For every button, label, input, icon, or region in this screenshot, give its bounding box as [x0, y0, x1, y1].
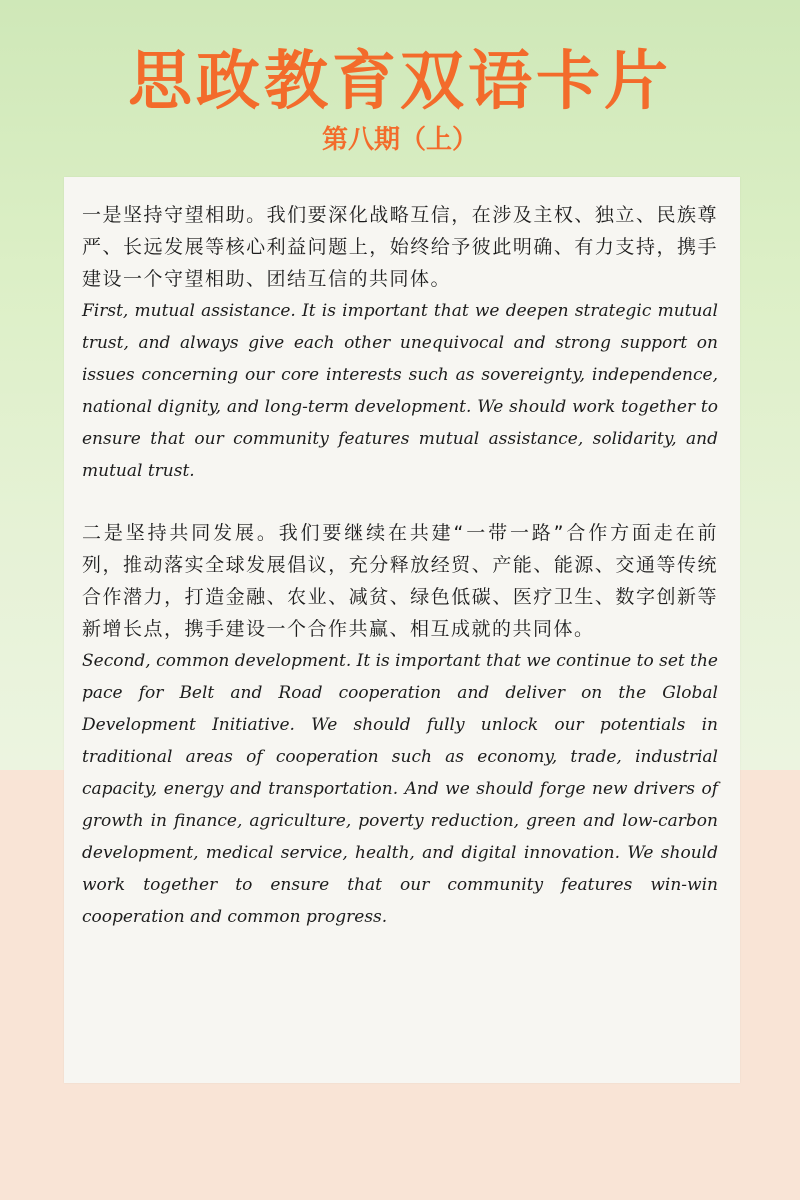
chinese-paragraph: 一是坚持守望相助。我们要深化战略互信，在涉及主权、独立、民族尊严、长远发展等核心利益问题上，始终给予彼此明确、有力支持，携手建设一个守望相助、团结互信的共同体。: [82, 204, 718, 290]
section-mutual-assistance: [82, 199, 718, 487]
section-spacer: [82, 487, 718, 517]
card-body: [82, 199, 718, 933]
issue-subtitle: 第八期（上）: [321, 125, 478, 155]
english-paragraph: Second, common development. It is important that we continue to set the pace for Belt and Road cooperation and deliver on the Global Development Initiative. We should fully unlock our potentials in traditional areas of cooperation such as economy, trade, industrial capacity, energy and transportation. And we should forge new drivers of growth in finance, agriculture, poverty reduction, green and low-carbon development, medical service, health, and digital innovation. We should work together to ensure that our community features win-win cooperation and common progress.: [82, 651, 718, 927]
english-paragraph: First, mutual assistance. It is important that we deepen strategic mutual trust, and always give each other unequivocal and strong support on issues concerning our core interests such as sovereignty, independence, national dignity, and long-term development. We should work together to ensure that our community features mutual assistance, solidarity, and mutual trust.: [82, 301, 718, 481]
chinese-paragraph: 二是坚持共同发展。我们要继续在共建“一带一路”合作方面走在前列，推动落实全球发展倡议，充分释放经贸、产能、能源、交通等传统合作潜力，打造金融、农业、减贫、绿色低碳、医疗卫生、数字创新等新增长点，携手建设一个合作共赢、相互成就的共同体。: [82, 522, 718, 640]
content-card: [64, 177, 740, 1083]
section-common-development: [82, 517, 718, 933]
page-title: 思政教育双语卡片: [128, 45, 672, 119]
